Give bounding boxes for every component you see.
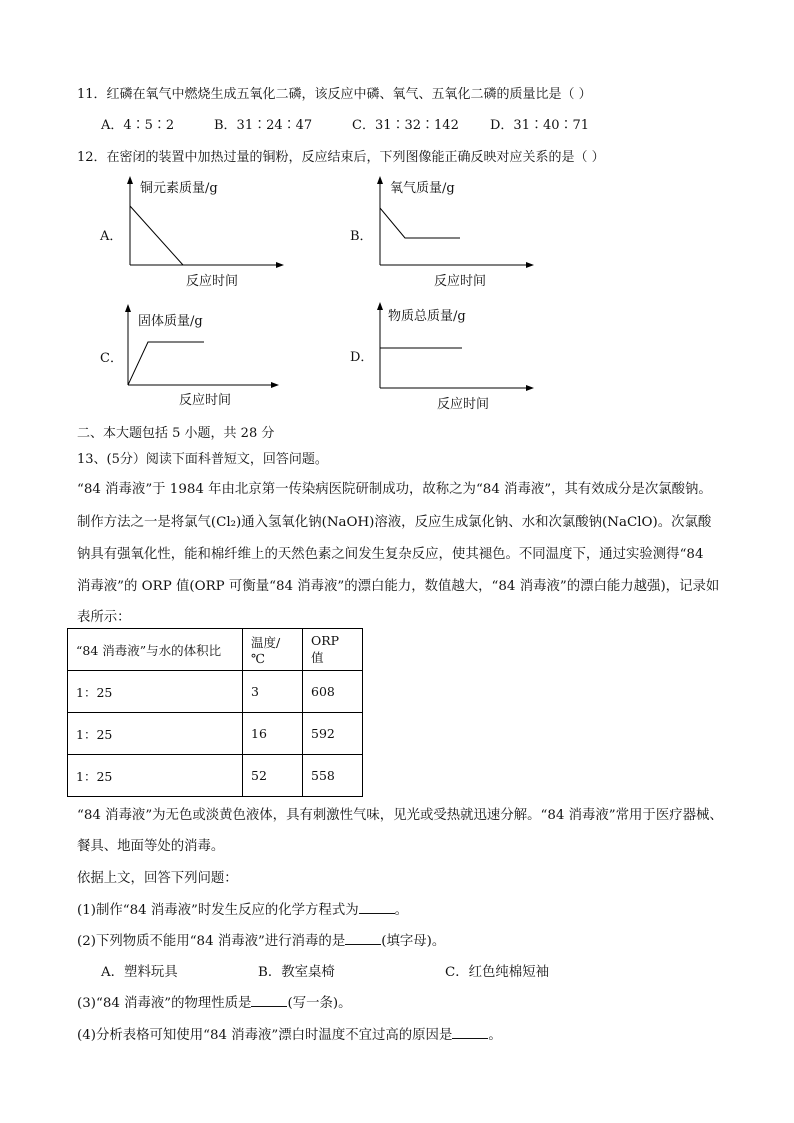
- answer-blank-2[interactable]: [345, 932, 381, 945]
- table-header: “84 消毒液”与水的体积比: [68, 629, 243, 671]
- table-cell: 592: [303, 713, 363, 755]
- q13-stem: 13、(5分）阅读下面科普短文，回答问题。: [77, 452, 328, 467]
- q13-sub2-option-a: A．塑料玩具: [101, 965, 178, 980]
- q11-option-c: C．31∶32∶142: [352, 118, 459, 133]
- table-header: 温度/℃: [243, 629, 303, 671]
- graph-b-letter: B．: [350, 229, 373, 244]
- q13-after-line-2: 餐具、地面等处的消毒。: [77, 839, 225, 854]
- q11-option-b: B．31∶24∶47: [214, 118, 313, 133]
- table-cell: 558: [303, 755, 363, 797]
- graph-a: [100, 174, 300, 289]
- graph-c-ylabel: 固体质量/g: [138, 314, 203, 329]
- table-row: [68, 671, 363, 713]
- q13-sub2-option-b: B．教室桌椅: [258, 965, 335, 980]
- graph-b-ylabel: 氧气质量/g: [390, 181, 455, 196]
- table-cell: 608: [303, 671, 363, 713]
- q11-option-d: D．31∶40∶71: [490, 118, 590, 133]
- graph-b-plot: [350, 174, 550, 284]
- table-row: [68, 713, 363, 755]
- table-cell: 3: [243, 671, 303, 713]
- graph-c: [100, 302, 300, 412]
- graph-b-curve: [380, 208, 460, 238]
- table-header-row: [68, 629, 363, 671]
- answer-blank-3[interactable]: [251, 994, 287, 1007]
- graph-a-plot: [100, 174, 300, 284]
- table-cell: 1：25: [68, 671, 243, 713]
- q13-para-line-2: 制作方法之一是将氯气(Cl₂)通入氢氧化钠(NaOH)溶液，反应生成氯化钠、水和次氯酸钠(NaClO)。次氯酸: [77, 515, 712, 530]
- graph-d-ylabel: 物质总质量/g: [388, 309, 466, 324]
- q13-sub4: (4)分析表格可知使用“84 消毒液”漂白时温度不宜过高的原因是 。: [77, 1028, 502, 1043]
- graph-b: [350, 174, 550, 289]
- graph-d-letter: D．: [350, 350, 374, 365]
- table-cell: 1：25: [68, 713, 243, 755]
- q13-para-line-4: 消毒液”的 ORP 值(ORP 可衡量“84 消毒液”的漂白能力，数值越大，“84 消毒液”的漂白能力越强)，记录如: [77, 579, 720, 594]
- q13-para-line-3: 钠具有强氧化性，能和棉纤维上的天然色素之间发生复杂反应，使其褪色。不同温度下，通过实验测得“84: [77, 547, 704, 562]
- graph-b-xlabel: 反应时间: [434, 274, 487, 289]
- graph-c-letter: C．: [100, 351, 123, 366]
- table-cell: 16: [243, 713, 303, 755]
- graph-c-curve: [128, 342, 204, 385]
- table-cell: 52: [243, 755, 303, 797]
- q13-after-line-1: “84 消毒液”为无色或淡黄色液体，具有刺激性气味，见光或受热就迅速分解。“84 消毒液”常用于医疗器械、: [77, 808, 723, 823]
- graph-a-xlabel: 反应时间: [186, 274, 239, 289]
- q13-para-line-1: “84 消毒液”于 1984 年由北京第一传染病医院研制成功，故称之为“84 消毒液”，其有效成分是次氯酸钠。: [77, 482, 712, 497]
- graph-c-plot: [100, 302, 300, 412]
- answer-blank-4[interactable]: [452, 1026, 488, 1039]
- q13-para-line-5: 表所示：: [77, 610, 131, 625]
- graph-a-ylabel: 铜元素质量/g: [140, 181, 218, 196]
- graph-d: [350, 300, 550, 415]
- table-row: [68, 755, 363, 797]
- q13-prompt: 依据上文，回答下列问题：: [77, 871, 238, 886]
- q12-stem: 12．在密闭的装置中加热过量的铜粉，反应结束后，下列图像能正确反映对应关系的是（ ）: [77, 150, 605, 165]
- graph-c-xlabel: 反应时间: [179, 393, 232, 408]
- q13-sub1: (1)制作“84 消毒液”时发生反应的化学方程式为 。: [77, 903, 408, 918]
- q11-option-a: A．4∶5∶2: [101, 118, 175, 133]
- q13-sub2: (2)下列物质不能用“84 消毒液”进行消毒的是 (填字母)。: [77, 934, 446, 949]
- answer-blank-1[interactable]: [359, 901, 395, 914]
- graph-d-xlabel: 反应时间: [437, 397, 490, 412]
- q13-sub3: (3)“84 消毒液”的物理性质是 (写一条)。: [77, 996, 352, 1011]
- table-header: ORP 值: [303, 629, 363, 671]
- graph-d-plot: [350, 300, 550, 415]
- graph-a-curve: [130, 206, 183, 265]
- q13-sub2-option-c: C．红色纯棉短袖: [445, 965, 549, 980]
- section-two-heading: 二、本大题包括 5 小题，共 28 分: [77, 426, 275, 441]
- q11-stem: 11．红磷在氧气中燃烧生成五氧化二磷，该反应中磷、氧气、五氧化二磷的质量比是（ ）: [77, 87, 592, 102]
- orp-table: [67, 628, 363, 797]
- table-cell: 1：25: [68, 755, 243, 797]
- graph-a-letter: A．: [100, 229, 123, 244]
